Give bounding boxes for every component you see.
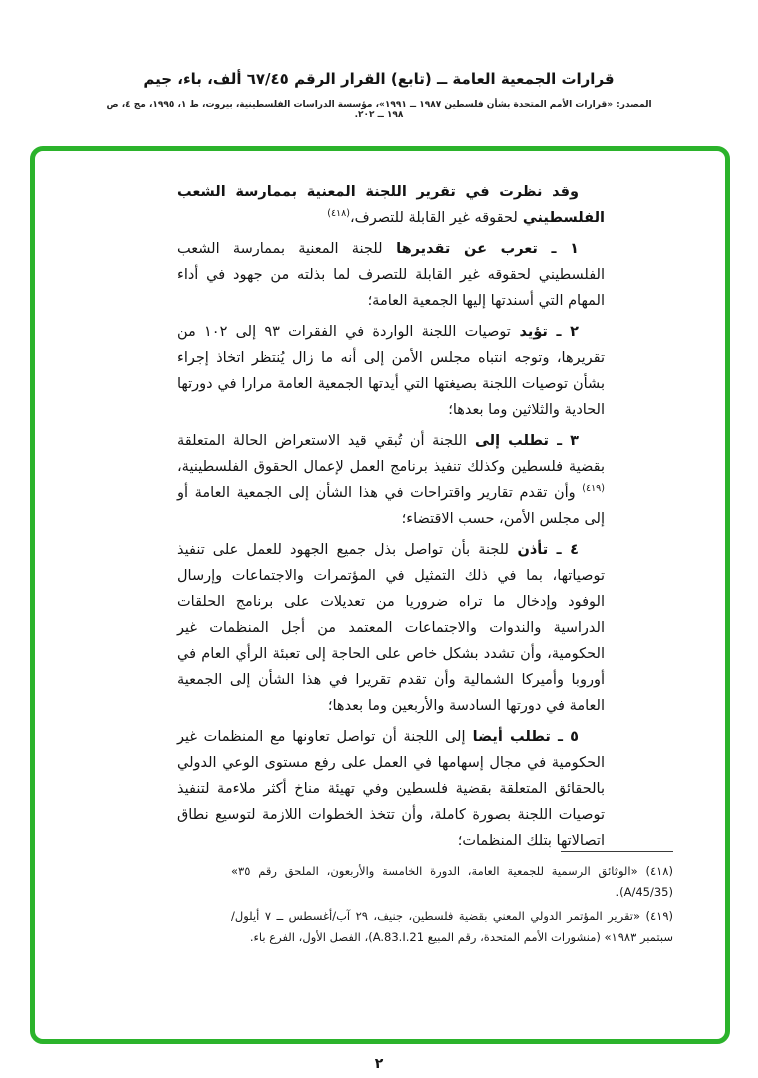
- paragraph-4-lead: تأذن: [508, 542, 549, 558]
- paragraph-3-number: ٣ ـ: [549, 433, 579, 449]
- paragraph-4: [177, 537, 605, 719]
- paragraph-3: [177, 428, 605, 532]
- paragraph-5: [177, 724, 605, 854]
- paragraph-1: [177, 236, 605, 314]
- footnote-ref-418: (٤١٨): [327, 208, 350, 220]
- intro-lead: وقد نظرت في تقرير اللجنة المعنية بممارسة الشعب الفلسطيني: [177, 184, 605, 226]
- footnote-419: [231, 906, 673, 948]
- paragraph-3-lead: تطلب إلى: [466, 433, 550, 449]
- paragraph-4-text: للجنة بأن تواصل بذل جميع الجهود للعمل على تنفيذ توصياتها، بما في ذلك التمثيل في المؤتمرات والاجتماعات وإرسال الوفود وإدخال ما تراه ضروريا من تعديلات على برنامج الحلقات الدراسية والندوات والاجتماعات المعتمد من أجل المنظمات غير الحكومية، وأن تشدد بشكل خاص على الحاجة إلى تعبئة الرأي العام في أوروبا وأميركا الشمالية وأن تقدم تقريرا في هذا الشأن إلى الجمعية العامة في دورتها السادسة والأربعين وما بعدها؛: [177, 542, 605, 714]
- paragraph-1-number: ١ ـ: [537, 241, 579, 257]
- paragraph-5-lead: تطلب أيضا: [465, 729, 551, 745]
- paragraph-3-text-a: اللجنة أن تُبقي قيد الاستعراض الحالة المتعلقة بقضية فلسطين وكذلك تنفيذ برنامج العمل لإعمال الحقوق الفلسطينية،: [177, 433, 605, 475]
- intro-text: لحقوقه غير القابلة للتصرف،: [349, 210, 518, 226]
- paragraph-1-text: للجنة المعنية بممارسة الشعب الفلسطيني لحقوقه غير القابلة للتصرف لما بذلته من جهود في أداء المهام التي أسندتها إليها الجمعية العامة؛: [177, 241, 605, 309]
- footnote-418-marker: (٤١٨): [637, 864, 673, 878]
- footnote-418-text: «الوثائق الرسمية للجمعية العامة، الدورة الخامسة والأربعون، الملحق رقم ٣٥» (A/45/35).: [231, 864, 673, 899]
- document-body: [177, 179, 605, 859]
- paragraph-2-number: ٢ ـ: [547, 324, 579, 340]
- intro-paragraph: [177, 179, 605, 231]
- paragraph-2-text: توصيات اللجنة الواردة في الفقرات ٩٣ إلى ١٠٢ من تقريرها، وتوجه انتباه مجلس الأمن إلى أنه ما زال يُنتظر اتخاذ إجراء بشأن توصيات اللجنة بصيغتها التي أيدتها الجمعية العامة مرارا في دورتها الحادية والثلاثين وما بعدها؛: [177, 324, 605, 418]
- source-citation: المصدر: «قرارات الأمم المتحدة بشأن فلسطين ١٩٨٧ ــ ١٩٩١»، مؤسسة الدراسات الفلسطينية، بيروت، ط ١، ١٩٩٥، مج ٤، ص ١٩٨ ــ ٢٠٢.: [106, 100, 652, 120]
- footnote-419-marker: (٤١٩): [640, 909, 673, 923]
- page-number: ٢: [374, 1056, 384, 1072]
- paragraph-1-lead: تعرب عن تقديرها: [382, 241, 538, 257]
- footnote-418: [231, 861, 673, 903]
- document-frame: [30, 146, 730, 1044]
- paragraph-4-number: ٤ ـ: [548, 542, 579, 558]
- footnote-ref-419: (٤١٩): [582, 483, 605, 495]
- paragraph-2: [177, 319, 605, 423]
- paragraph-5-text: إلى اللجنة أن تواصل تعاونها مع المنظمات غير الحكومية في مجال إسهامها في العمل على رفع مستوى الوعي الدولي بالحقائق المتعلقة بقضية فلسطين وفي تهيئة مناخ أكثر ملاءمة لتنفيذ توصيات اللجنة بصورة كاملة، وأن تتخذ الخطوات اللازمة لتوسيع نطاق اتصالاتها بتلك المنظمات؛: [177, 729, 605, 849]
- footnotes-block: [231, 861, 673, 951]
- document-title: قرارات الجمعية العامة ــ (تابع) القرار الرقم ٦٧/٤٥ ألف، باء، جيم: [143, 70, 615, 88]
- footnote-419-text: «تقرير المؤتمر الدولي المعني بقضية فلسطين، جنيف، ٢٩ آب/أغسطس ــ ٧ أيلول/سبتمبر ١٩٨٣» (منشورات الأمم المتحدة، رقم المبيع A.83.I.21)، الفصل الأول، الفرع باء.: [231, 909, 673, 944]
- paragraph-5-number: ٥ ـ: [550, 729, 579, 745]
- paragraph-3-text-b: وأن تقدم تقارير واقتراحات في هذا الشأن إلى الجمعية العامة أو إلى مجلس الأمن، حسب الاقتضاء؛: [177, 485, 605, 527]
- footnote-separator: [561, 851, 673, 852]
- paragraph-2-lead: تؤيد: [510, 324, 548, 340]
